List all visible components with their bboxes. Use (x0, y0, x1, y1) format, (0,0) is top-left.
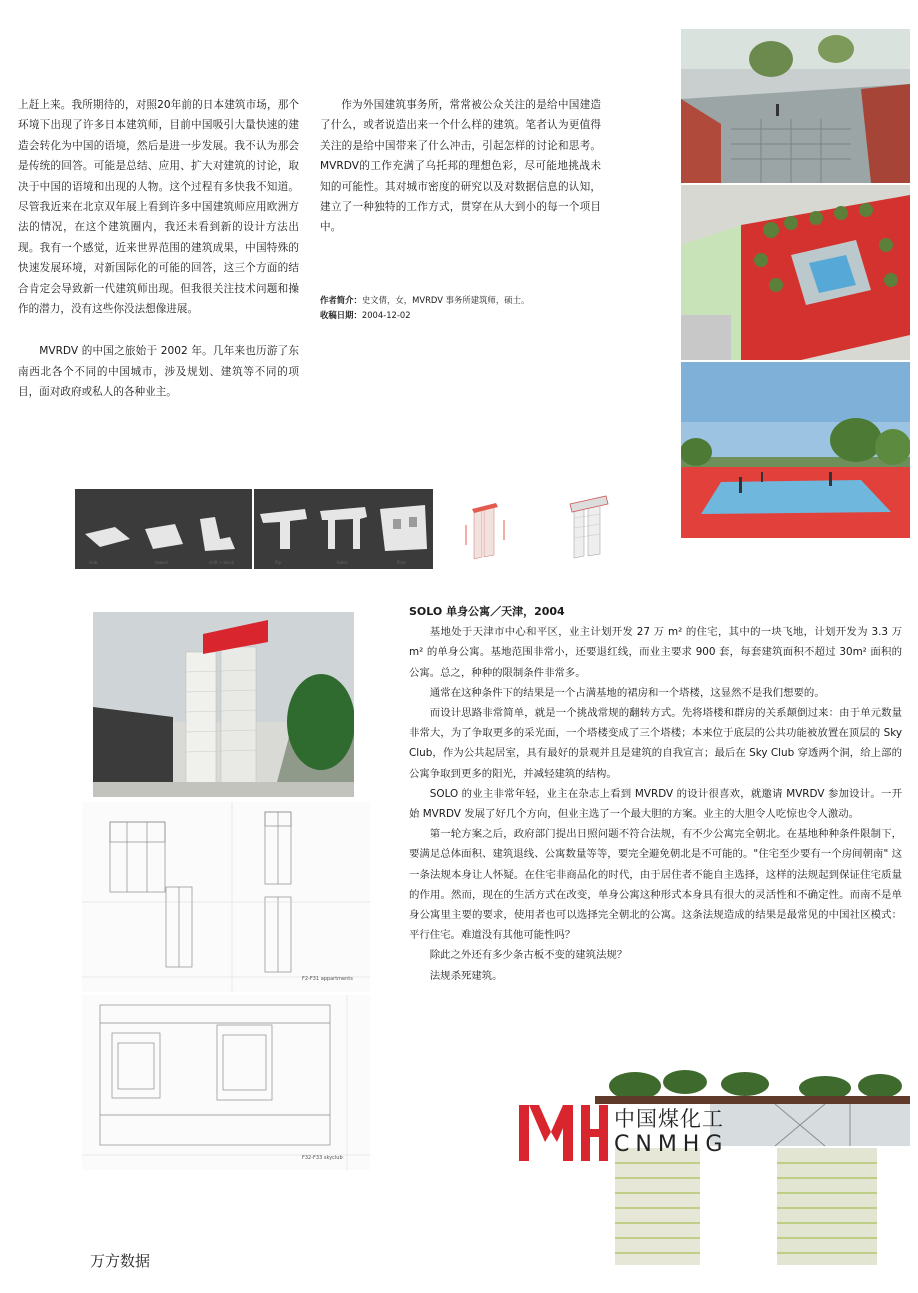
section-paragraph-5: 第一轮方案之后，政府部门提出日照问题不符合法规，有不少公寓完全朝北。在基地种种条件限制下，要满足总体面积、建筑退线、公寓数量等等，要完全避免朝北是不可能的。"住宅至少要有一个房间朝南" 这一条法规本身让人怀疑。在住宅非商品化的时代，由于居住者不能自主选择，这样的法规起到保证住宅质量的作用。然而，现在的生活方式在改变，单身公寓这种形式本身具有很大的灵活性和不确定性。而南不是单身公寓里主要的要求，使用者也可以选择完全朝北的公寓。这条法规造成的结果是最常见的中国社区模式：平行住宅。难道没有其他可能性吗？ (409, 828, 902, 942)
left-paragraph-1: 上赶上来。我所期待的，对照20年前的日本建筑市场，那个环境下出现了许多日本建筑师，目前中国吸引大量快速的建造会转化为中国的语境，然后是进一步发展。我不认为那会是传统的回答。可能是总结、应用、扩大对建筑的讨论，取决于中国的语境和出现的人物。这个过程有多快我不知道。尽管我近来在北京双年展上看到许多中国建筑师应用欧洲方法的情况，在这个建筑圈内，我还未看到新的设计方法出现。我有一个感觉，近来世界范围的建筑成果，中国特殊的快速发展环境，对新国际化的可能的回答，这三个方面的结合肯定会导致新一代建筑师出现。但我很关注技术问题和操作的潜力，没有这些你没法想像进展。 (18, 99, 299, 316)
section-paragraph-4: SOLO 的业主非常年轻，业主在杂志上看到 MVRDV 的设计很喜欢，就邀请 MVRDV 参加设计。一开始 MVRDV 发展了好几个方向，但业主选了一个最大胆的方案。业主的大胆令人吃惊也令人激动。 (409, 787, 902, 821)
author-value: 史文倩，女，MVRDV 事务所建筑师，硕士。 (361, 295, 530, 305)
floor-plan-skyclub (82, 995, 370, 1170)
tower-diagram-structure (562, 492, 617, 564)
diagram-caption-2: towers (155, 560, 169, 565)
massing-diagram-strip (75, 489, 433, 569)
photo-solo-towers (93, 612, 354, 797)
section-paragraph-3: 而设计思路非常简单，就是一个挑战常规的翻转方式。先将塔楼和群房的关系颠倒过来：由于单元数量非常大，为了争取更多的采光面，一个塔楼变成了三个塔楼；本来位于底层的公共功能被放置在顶层的 Sky Club，作为公共起居室，具有最好的景观并且是建筑的自我宣言；最后在 Sky Club 穿透两个洞，给上部的公寓争取到更多的阳光，并减轻建筑的结构。 (409, 707, 902, 780)
footer-text: 万方数据 (90, 1252, 151, 1270)
watermark-chinese: 中国煤化工 (614, 1107, 724, 1131)
diagram-caption-4: flip (275, 560, 282, 565)
author-info (320, 293, 610, 323)
solo-section (409, 602, 902, 986)
watermark-english: CNMHG (614, 1132, 729, 1157)
section-paragraph-7: 法规杀死建筑。 (429, 969, 503, 982)
left-paragraph-2: MVRDV 的中国之旅始于 2002 年。几年来也历游了东南西北各个不同的中国城市，涉及规划、建筑等不同的项目，面对政府或私人的各种业主。 (18, 345, 299, 399)
photo-red-courtyard (681, 185, 910, 360)
photo-skyclub-bridge (595, 1068, 910, 1265)
left-column (18, 95, 299, 403)
watermark (517, 1102, 727, 1162)
floor-plan-apartments (82, 802, 370, 992)
author-label: 作者简介： (320, 295, 362, 305)
author-line (320, 293, 610, 308)
diagram-caption-1: slab (89, 560, 98, 565)
middle-paragraph: 作为外国建筑事务所，常常被公众关注的是给中国建造了什么，或者说造出来一个什么样的建筑。笔者认为更值得关注的是给中国带来了什么冲击，引起怎样的讨论和思考。MVRDV的工作充满了乌托邦的理想色彩，尽可能地挑战未知的可能性。其对城市密度的研究以及对数据信息的认知，建立了一种独特的工作方式，贯穿在从大到小的每一个项目中。 (320, 99, 601, 234)
section-paragraph-2: 通常在这种条件下的结果是一个占满基地的裙房和一个塔楼，这显然不是我们想要的。 (429, 686, 825, 699)
diagram-caption-6: final (397, 560, 406, 565)
section-paragraph-1: 基地处于天津市中心和平区，业主计划开发 27 万 m² 的住宅，其中的一块飞地，计划开发为 3.3 万 m² 的单身公寓。基地范围非常小，还要退红线，而业主要求 900 套，每套建筑面积不超过 30m² 面积的公寓。总之，种种的限制条件非常多。 (409, 626, 902, 679)
plan-label-apartments: F2-F31 appartments (302, 976, 353, 982)
diagram-caption-3: shift + block (209, 560, 235, 565)
section-title: SOLO 单身公寓／天津，2004 (409, 605, 565, 618)
tower-diagram-red (460, 495, 510, 565)
middle-column (320, 95, 601, 238)
date-line (320, 308, 610, 323)
photo-pool (681, 362, 910, 538)
watermark-logo-icon (517, 1102, 609, 1162)
plan-label-skyclub: F32-F33 skyclub (302, 1155, 343, 1161)
date-value: 2004-12-02 (361, 310, 411, 320)
date-label: 收稿日期： (320, 310, 362, 320)
photo-glass-plaza (681, 29, 910, 183)
section-paragraph-6: 除此之外还有多少条古板不变的建筑法规？ (429, 949, 628, 962)
diagram-caption-5: holes (337, 560, 348, 565)
